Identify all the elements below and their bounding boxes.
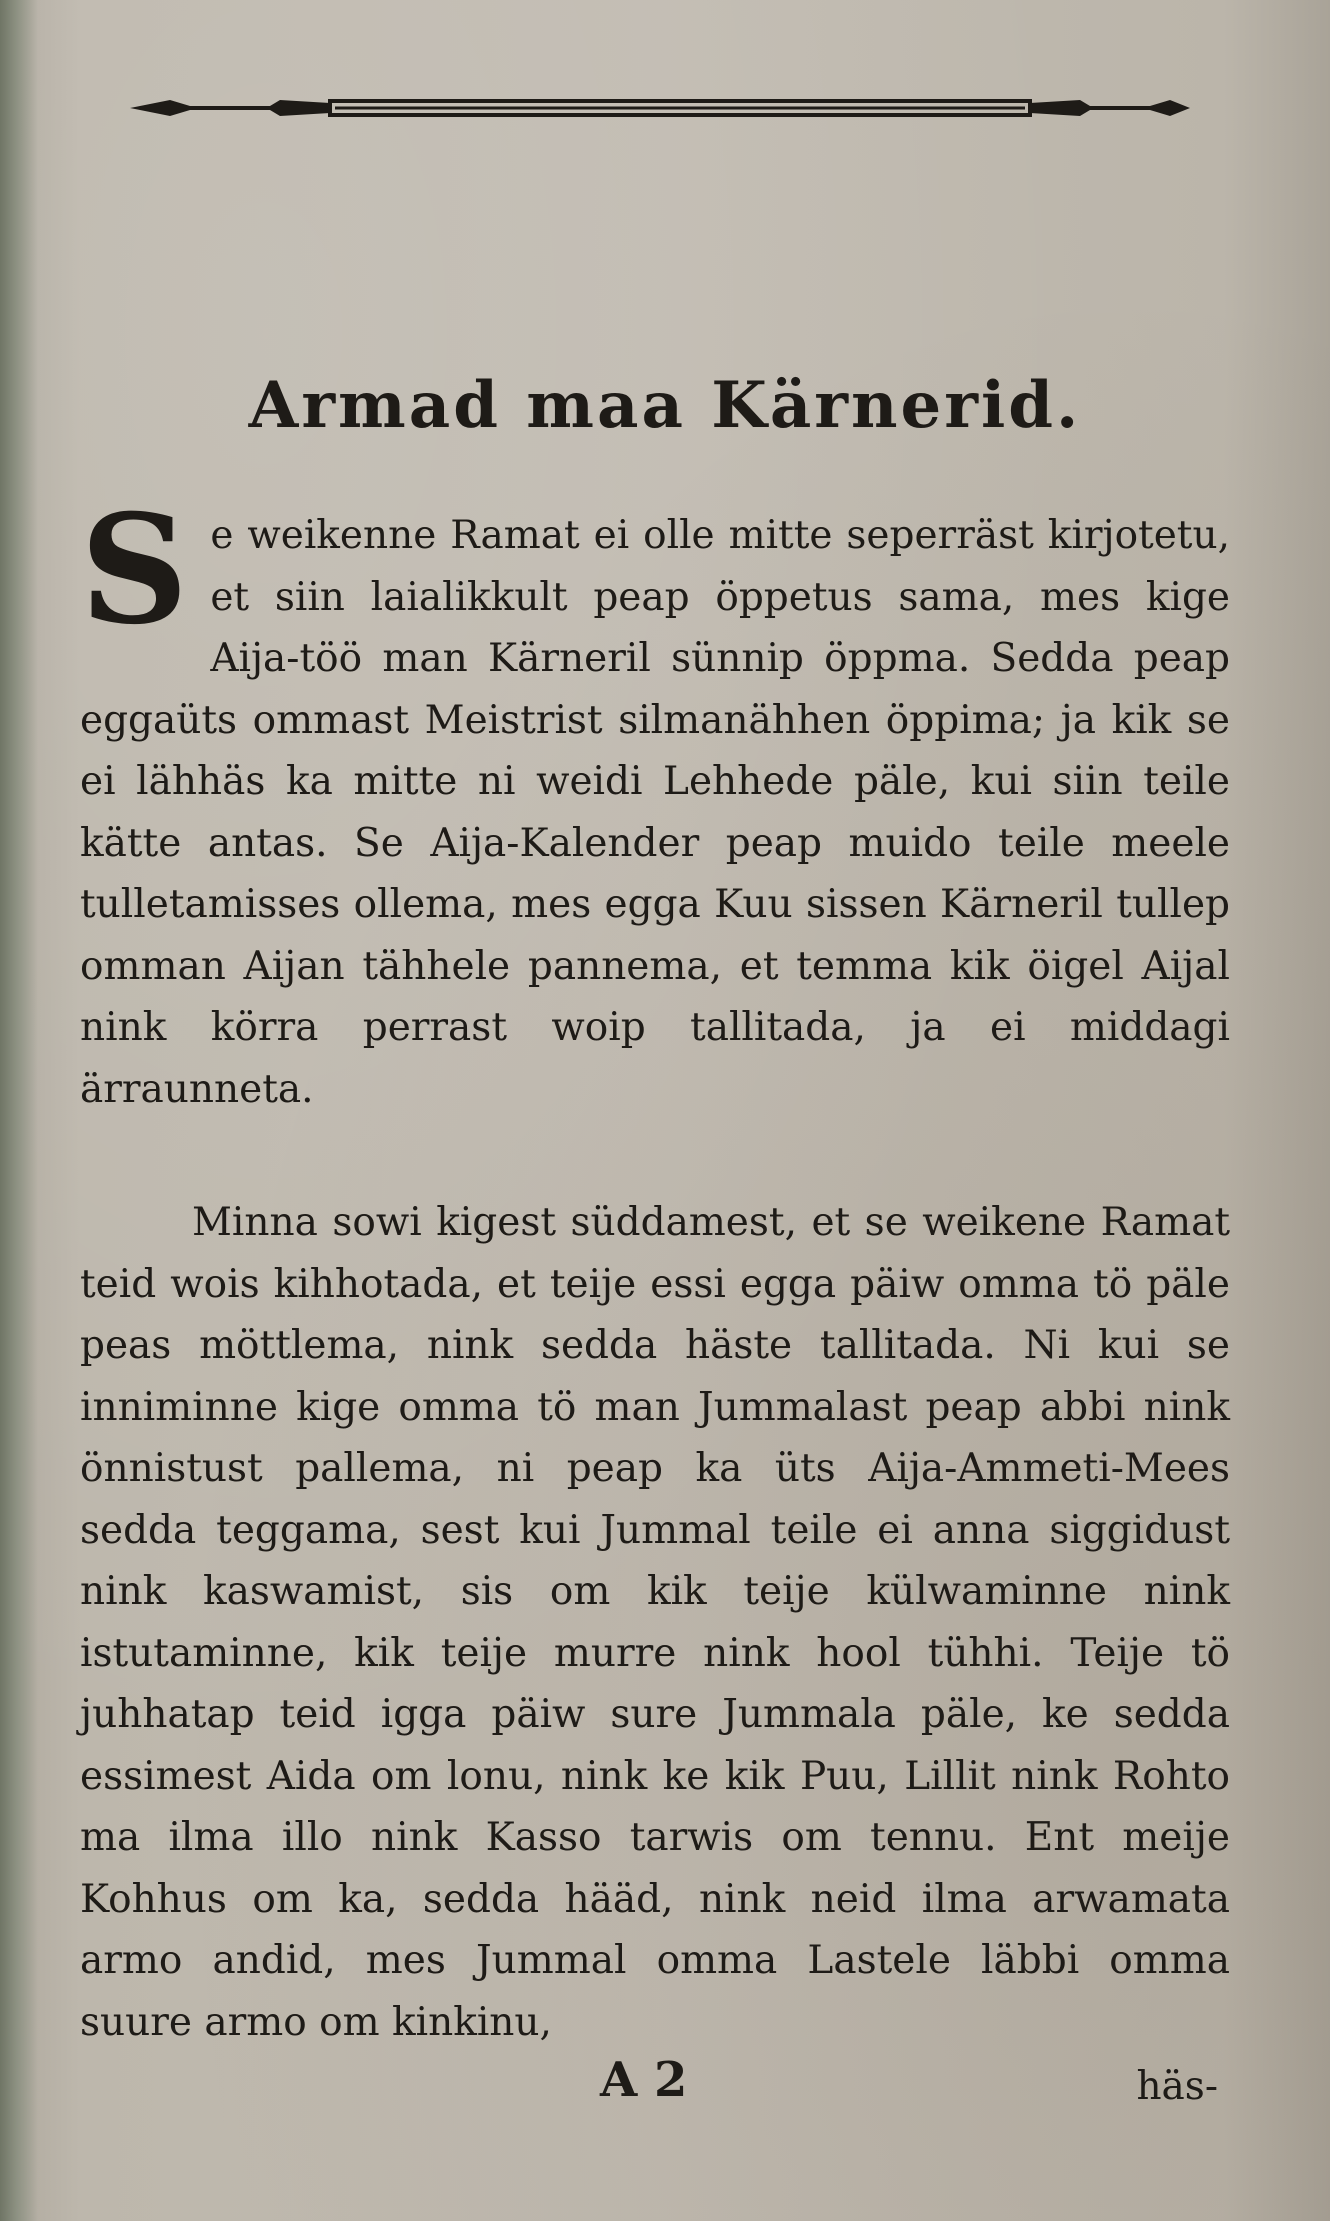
paragraph-1 <box>80 482 1230 1120</box>
drop-cap: S <box>80 482 189 658</box>
ornamental-rule <box>130 88 1190 128</box>
catchword: häs- <box>1136 2064 1218 2109</box>
paragraph-2: Minna sowi kigest süddamest, et se weikene Ramat teid wois kihhotada, et teije essi egga päiw omma tö päle peas möttlema, nink sedda häste tallitada. Ni kui se inniminne kige omma tö man Jummalast peap abbi nink önnistust pallema, ni peap ka üts Aija-Ammeti-Mees sedda teggama, sest kui Jummal teile ei anna siggidust nink kaswamist, sis om kik teije külwaminne nink istutaminne, kik teije murre nink hool tühhi. Teije tö juhhatap teid igga päiw sure Jummala päle, ke sedda essimest Aida om lonu, nink ke kik Puu, Lillit nink Rohto ma ilma illo nink Kasso tarwis om tennu. Ent meije Kohhus om ka, sedda hääd, nink neid ilma arwamata armo andid, mes Jummal omma Lastele läbbi omma suure armo om kinkinu, <box>80 1200 1230 2045</box>
signature-mark: A 2 <box>600 2052 688 2108</box>
page-title: Armad maa Kärnerid. <box>248 368 1082 443</box>
page-edge-shadow <box>0 0 38 2221</box>
paragraph-1-text: e weikenne Ramat ei olle mitte seperräst kirjotetu, et siin laialikkult peap öppetus sama, mes kige Aija-töö man Kärneril sünnip öppma. Sedda peap eggaüts ommast Meistrist silmanähhen öppima; ja kik se ei lähhäs ka mitte ni weidi Lehhede päle, kui siin teile kätte antas. Se Aija-Kalender peap muido teile meele tulletamisses ollema, mes egga Kuu sissen Kärneril tullep omman Aijan tähhele pannema, et temma kik öigel Aijal nink körra perrast woip tallitada, ja ei middagi ärraunneta. <box>80 513 1230 1112</box>
